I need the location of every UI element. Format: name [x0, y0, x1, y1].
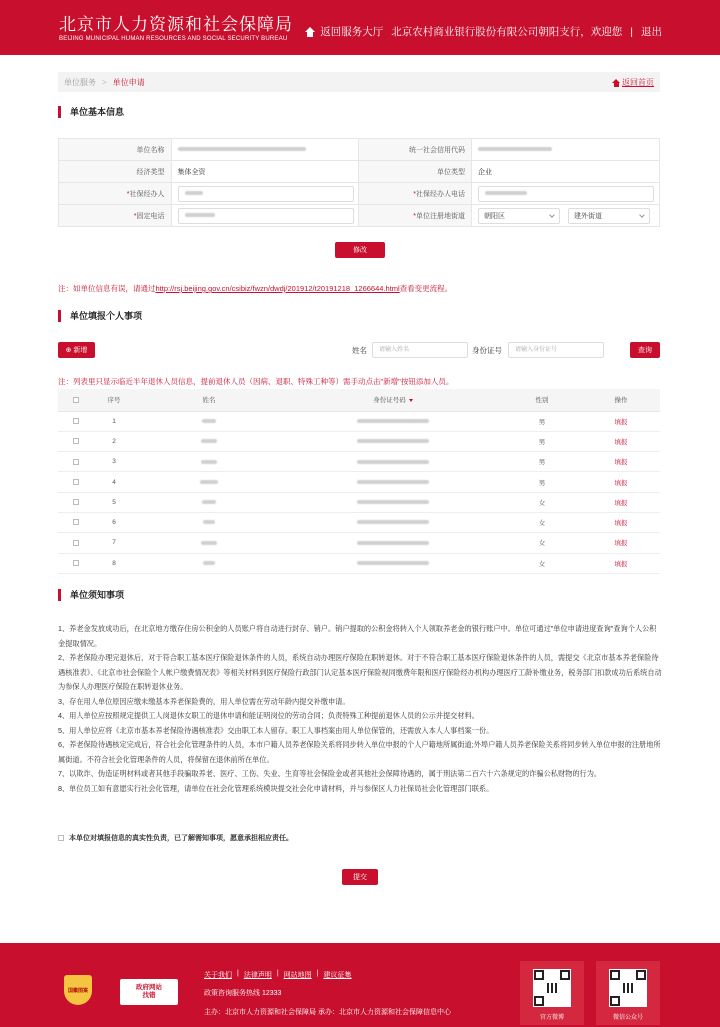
- table-row: [58, 533, 660, 553]
- telephone-label-text: 固定电话: [136, 212, 165, 220]
- agent-label-text: 社保经办人: [129, 190, 165, 198]
- agent-phone-input[interactable]: [478, 186, 654, 202]
- unit-name-value: [171, 139, 359, 161]
- personnel-table: [58, 389, 660, 574]
- row-gender: 男: [502, 411, 582, 431]
- row-fill-link[interactable]: 填报: [582, 452, 660, 472]
- row-name: [134, 472, 284, 492]
- select-all-cell: [58, 389, 94, 411]
- home-icon: [612, 79, 620, 87]
- row-fill-link[interactable]: 填报: [582, 533, 660, 553]
- row-checkbox[interactable]: [73, 519, 79, 525]
- row-number: 1: [94, 411, 134, 431]
- breadcrumb-separator: >: [102, 77, 107, 87]
- notice-item: 8、单位员工如有意愿实行社会化管理，请单位在社会化管理系统模块提交社会化申请材料，并与参保区人力社保局社会化管理部门联系。: [58, 783, 494, 793]
- row-number: 3: [94, 452, 134, 472]
- row-name: [134, 431, 284, 451]
- name-search-label: 姓名: [352, 346, 367, 355]
- row-checkbox[interactable]: [73, 479, 79, 485]
- row-fill-link[interactable]: 填报: [582, 553, 660, 573]
- row-fill-link[interactable]: 填报: [582, 431, 660, 451]
- agent-phone-label: [359, 183, 472, 205]
- footer-links: [204, 970, 351, 980]
- table-header-row: [58, 389, 660, 411]
- table-row: [58, 472, 660, 492]
- agent-phone-cell: [472, 183, 660, 205]
- basic-info-table: [58, 138, 660, 227]
- notice-heading: 单位须知事项: [58, 589, 124, 601]
- unit-type-value: 企业: [472, 161, 660, 183]
- row-fill-link[interactable]: 填报: [582, 411, 660, 431]
- sitemap-link[interactable]: 网站地图: [283, 972, 312, 979]
- row-id: [284, 492, 502, 512]
- qr-code-icon: [533, 969, 571, 1007]
- agent-label: [59, 183, 172, 205]
- agent-phone-label-text: 社保经办人电话: [416, 190, 465, 198]
- row-checkbox[interactable]: [73, 418, 79, 424]
- row-checkbox[interactable]: [73, 499, 79, 505]
- row-checkbox-cell: [58, 411, 94, 431]
- weibo-qr[interactable]: [520, 961, 584, 1025]
- row-number: 8: [94, 553, 134, 573]
- row-name: [134, 411, 284, 431]
- table-row: [58, 431, 660, 451]
- row-gender: 男: [502, 452, 582, 472]
- row-checkbox[interactable]: [73, 560, 79, 566]
- change-note: [58, 283, 452, 294]
- telephone-cell: [171, 205, 359, 227]
- row-fill-link[interactable]: 填报: [582, 492, 660, 512]
- row-name: [134, 533, 284, 553]
- list-note: 注：列表里只显示临近半年退休人员信息，提前退休人员（因病、退职、特殊工种等）需手动点击"新增"按钮添加人员。: [58, 377, 454, 386]
- street-label: [359, 205, 472, 227]
- required-mark: *: [126, 190, 130, 198]
- row-gender: 男: [502, 472, 582, 492]
- notice-item: 7、以欺诈、伪造证明材料或者其他手段骗取养老、医疗、工伤、失业、生育等社会保险金或者其他社会保障待遇的，属于刑法第二百六十六条规定的诈骗公私财物的行为。: [58, 769, 602, 778]
- row-name: [134, 512, 284, 532]
- row-number: 2: [94, 431, 134, 451]
- notice-item: 1、养老金发放成功后，在北京地方缴存住房公积金的人员账户将自动进行封存、销户。销户提取的公积金将转入个人领取养老金的银行账户中。单位可通过"单位申请进度查询"查询个人公积金提取情况。: [58, 624, 657, 648]
- return-hall-link[interactable]: 返回服务大厅: [320, 26, 384, 38]
- col-name: 姓名: [134, 389, 284, 411]
- add-person-button[interactable]: ⊕ 新增: [58, 342, 95, 358]
- row-checkbox-cell: [58, 533, 94, 553]
- submit-button[interactable]: 提交: [342, 869, 378, 885]
- hotline-text: 政策咨询服务热线 12333: [204, 990, 282, 997]
- row-id: [284, 553, 502, 573]
- row-id: [284, 411, 502, 431]
- weibo-caption: 官方微博: [539, 1015, 564, 1021]
- footer-link-sep: |: [237, 970, 239, 977]
- qr-code-icon: [609, 969, 647, 1007]
- gov-website-badge[interactable]: [120, 979, 178, 1005]
- credit-code-label: 统一社会信用代码: [359, 139, 472, 161]
- chevron-down-icon: [549, 212, 555, 218]
- change-note-suffix: 查看变更流程。: [399, 284, 453, 293]
- row-number: 5: [94, 492, 134, 512]
- id-search-input[interactable]: 请输入身份证号: [508, 342, 604, 358]
- site-title: 北京市人力资源和社会保障局: [59, 15, 293, 34]
- notice-item: 6、养老保险待遇核定完成后，符合社会化管理条件的人员，本市户籍人员养老保险关系将同步转入单位申报的个人户籍地所属街道;外埠户籍人员养老保险关系将同步转入单位申报的注册地所属街道。不符合社会化管理条件的人员，将保留在退休前所在单位。: [58, 740, 661, 764]
- site-subtitle: BEIJING MUNICIPAL HUMAN RESOURCES AND SOCIAL SECURITY BUREAU: [59, 36, 288, 42]
- welcome-text: 北京农村商业银行股份有限公司朝阳支行，欢迎您: [391, 26, 623, 38]
- row-name: [134, 492, 284, 512]
- basic-info-heading: 单位基本信息: [58, 106, 124, 118]
- row-checkbox[interactable]: [73, 459, 79, 465]
- telephone-label: [59, 205, 172, 227]
- wechat-qr[interactable]: [596, 961, 660, 1025]
- add-button-label: 新增: [73, 347, 88, 354]
- name-search-input[interactable]: 请输入姓名: [372, 342, 468, 358]
- row-checkbox-cell: [58, 492, 94, 512]
- street-cell: [472, 205, 660, 227]
- back-home-label: 返回首页: [622, 78, 654, 87]
- street-value: 建外街道: [573, 212, 602, 220]
- footer-link-sep: |: [316, 970, 319, 977]
- home-icon[interactable]: [305, 27, 315, 37]
- breadcrumb-parent[interactable]: 单位服务: [64, 77, 96, 87]
- id-search-label: 身份证号: [472, 346, 502, 355]
- row-checkbox[interactable]: [73, 438, 79, 444]
- row-gender: 女: [502, 553, 582, 573]
- personnel-rows: [58, 411, 660, 573]
- wechat-caption: 微信公众号: [612, 1015, 643, 1021]
- gov-badge-line1: 政府网站: [136, 984, 162, 991]
- telephone-input[interactable]: [178, 208, 354, 224]
- row-fill-link[interactable]: 填报: [582, 472, 660, 492]
- chevron-down-icon: [639, 212, 645, 218]
- row-name: [134, 553, 284, 573]
- district-value: 朝阳区: [484, 212, 505, 220]
- notice-item: 4、用人单位应按照规定提供工人岗退休女职工的退休申请和能证明岗位的劳动合同；负责特殊工种提前退休人员的公示并提交材料。: [58, 711, 479, 720]
- breadcrumb-current: 单位申请: [112, 77, 145, 87]
- col-number: 序号: [94, 389, 134, 411]
- row-gender: 女: [502, 492, 582, 512]
- legal-link[interactable]: 法律声明: [243, 972, 272, 979]
- sort-desc-icon[interactable]: [409, 399, 413, 402]
- row-id: [284, 472, 502, 492]
- back-home-link[interactable]: [612, 77, 654, 88]
- notice-item: 5、用人单位应将《北京市基本养老保险待遇核准表》交由职工本人留存。职工人事档案由用人单位保管的，还需放入本人人事档案一份。: [58, 725, 494, 735]
- row-checkbox-cell: [58, 452, 94, 472]
- modify-button[interactable]: 修改: [335, 242, 385, 258]
- row-checkbox-cell: [58, 553, 94, 573]
- table-row: [58, 553, 660, 573]
- about-link[interactable]: 关于我们: [204, 972, 232, 979]
- notice-list: [58, 622, 662, 796]
- row-id: [284, 431, 502, 451]
- col-id-label: 身份证号码: [373, 397, 406, 405]
- row-checkbox-cell: [58, 512, 94, 532]
- notice-item: 2、养老保险办理完退休后，对于符合职工基本医疗保险退休条件的人员，系统自动办理医疗保险在职转退休。对于不符合职工基本医疗保险退休条件的人员，需提交《北京市基本养老保险待遇核准表》、《北京市社会保险个人帐户缴费情况表》等相关材料到医疗保险行政部门认定基本医疗保险视同缴费年限和医疗保险经办机构办理医疗工龄补缴业务，税务部门扣款成功后系统自动为参保人办理医疗保险在职转退休业务。: [58, 653, 662, 691]
- row-checkbox[interactable]: [73, 540, 79, 546]
- economic-type-value: 集体全资: [171, 161, 359, 183]
- col-id[interactable]: [284, 389, 502, 411]
- query-button[interactable]: 查询: [630, 342, 660, 358]
- row-number: 7: [94, 533, 134, 553]
- unit-type-label: 单位类型: [359, 161, 472, 183]
- notice-item: 3、存在用人单位原因应缴未缴基本养老保险费的，用人单位需在劳动年龄内提交补缴申请。: [58, 696, 350, 706]
- row-id: [284, 512, 502, 532]
- agent-input[interactable]: [178, 186, 354, 202]
- header-nav: [305, 24, 662, 39]
- street-select[interactable]: [568, 208, 650, 224]
- search-bar: [58, 342, 660, 358]
- row-gender: 女: [502, 512, 582, 532]
- row-gender: 男: [502, 431, 582, 451]
- personnel-heading: 单位填报个人事项: [58, 310, 142, 322]
- select-all-checkbox[interactable]: [73, 397, 79, 403]
- agree-text: 本单位对填报信息的真实性负责，已了解需知事项，愿意承担相应责任。: [69, 835, 293, 842]
- change-process-link[interactable]: http://rsj.beijing.gov.cn/csibiz/fwzn/dwdj/201912/t20191218_1266644.html: [155, 284, 400, 293]
- nav-separator: |: [630, 25, 633, 38]
- table-row: [58, 411, 660, 431]
- footer-link-sep: |: [276, 970, 279, 977]
- agree-row: [58, 833, 293, 843]
- breadcrumb: [58, 72, 660, 92]
- unit-name-label: 单位名称: [59, 139, 172, 161]
- required-mark: *: [413, 212, 416, 220]
- required-mark: *: [413, 190, 416, 198]
- row-checkbox-cell: [58, 472, 94, 492]
- col-action: 操作: [582, 389, 660, 411]
- row-gender: 女: [502, 533, 582, 553]
- table-row: [58, 492, 660, 512]
- street-label-text: 单位注册地街道: [416, 212, 465, 220]
- gov-badge-line2: 找错: [142, 992, 156, 999]
- row-checkbox-cell: [58, 431, 94, 451]
- table-row: [58, 512, 660, 532]
- agent-cell: [171, 183, 359, 205]
- economic-type-label: 经济类型: [59, 161, 172, 183]
- district-select[interactable]: [478, 208, 560, 224]
- required-mark: *: [133, 212, 137, 220]
- table-row: [58, 452, 660, 472]
- suggestion-link[interactable]: 建议征集: [323, 972, 352, 979]
- col-gender: 性别: [502, 389, 582, 411]
- credit-code-value: [472, 139, 660, 161]
- site-footer: [0, 943, 720, 1027]
- agree-checkbox[interactable]: [58, 835, 64, 841]
- row-number: 4: [94, 472, 134, 492]
- host-text: 主办：北京市人力资源和社会保障局 承办：北京市人力资源和社会保障信息中心: [204, 1009, 451, 1016]
- row-id: [284, 452, 502, 472]
- site-header: [0, 0, 720, 55]
- row-fill-link[interactable]: 填报: [582, 512, 660, 532]
- row-number: 6: [94, 512, 134, 532]
- change-note-prefix: 注：如单位信息有误，请通过: [58, 284, 156, 293]
- national-emblem-icon: 国徽图案: [64, 975, 92, 1005]
- logout-link[interactable]: 退出: [641, 26, 662, 38]
- row-name: [134, 452, 284, 472]
- row-id: [284, 533, 502, 553]
